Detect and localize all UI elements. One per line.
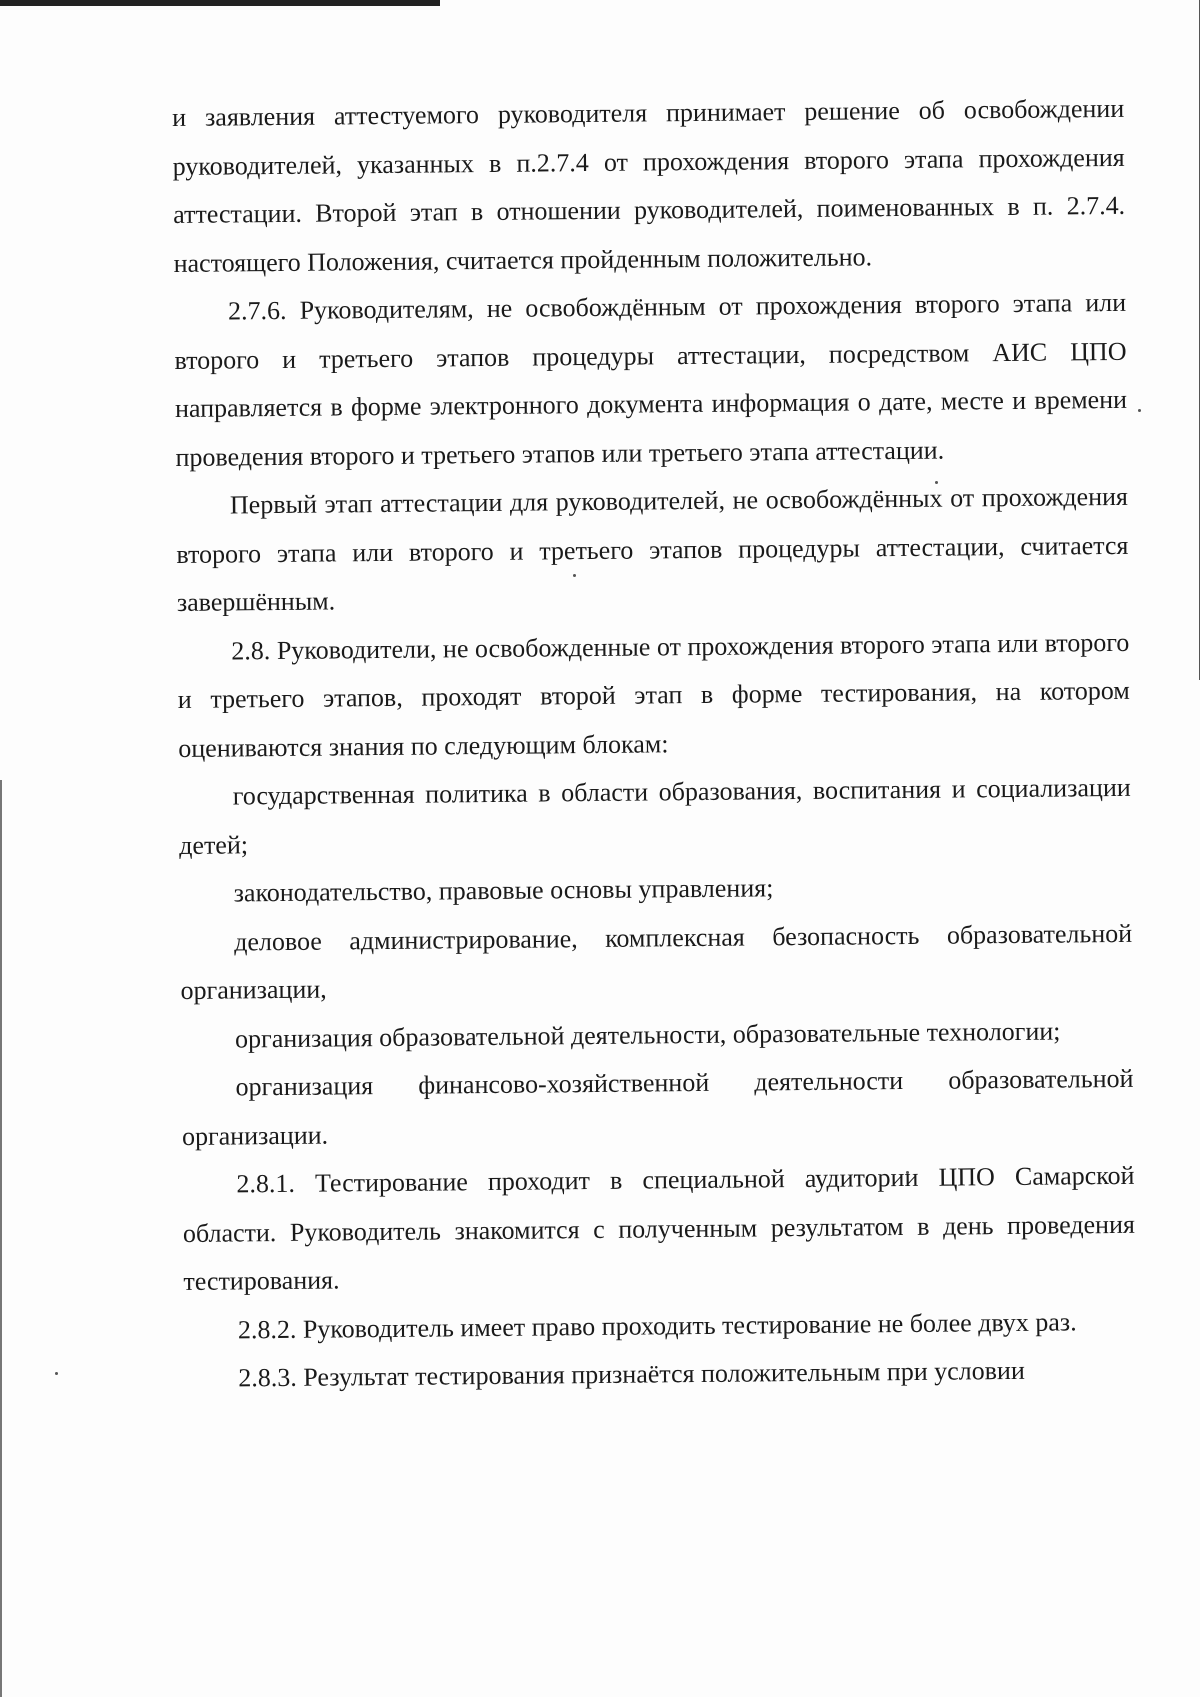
list-item-financial-activity: организация финансово-хозяйственной деятельности образовательной организации. (181, 1063, 1134, 1151)
document-body (172, 85, 1137, 1404)
paragraph-2-8-2: 2.8.2. Руководитель имеет право проходить тестирование не более двух раз. (237, 1306, 1077, 1344)
list-item-administration: деловое администрирование, комплексная безопасность образовательной организации, (180, 918, 1133, 1005)
scan-edge-top (0, 0, 440, 6)
list-item-legislation: законодательство, правовые основы управления; (233, 873, 774, 908)
scan-speck (1138, 409, 1141, 412)
paragraph-2-8: 2.8. Руководители, не освобожденные от прохождения второго этапа или второго и третьего этапов, проходят второй этап в форме тестирования, на котором оцениваются знания по следующим блокам: (177, 627, 1130, 763)
scan-speck (55, 1372, 58, 1375)
list-item-educational-activity: организация образовательной деятельности, образовательные технологии; (234, 1016, 1061, 1053)
scan-edge-left (0, 780, 2, 1697)
paragraph-continuation: и заявления аттестуемого руководителя принимает решение об освобождении руководителей, указанных в п.2.7.4 от прохождения второго этапа прохождения аттестации. Второй этап в отношении руководителей, поименованных в п. 2.7.4. настоящего Положения, считается пройденным положительно. (172, 93, 1126, 278)
paragraph-first-stage: Первый этап аттестации для руководителей, не освобождённых от прохождения второго этапа или второго и третьего этапов процедуры аттестации, считается завершённым. (176, 481, 1129, 617)
paragraph-2-7-6: 2.7.6. Руководителям, не освобождённым от прохождения второго этапа или второго и третьего этапов процедуры аттестации, посредством АИС ЦПО направляется в форме электронного документа информация о дате, месте и времени проведения второго и третьего этапов или третьего этапа аттестации. (174, 287, 1128, 472)
paragraph-2-8-3: 2.8.3. Результат тестирования признаётся положительным при условии (238, 1355, 1025, 1393)
list-item-state-policy: государственная политика в области образования, воспитания и социализации детей; (179, 772, 1131, 860)
paragraph-2-8-1: 2.8.1. Тестирование проходит в специальной аудитории ЦПО Самарской области. Руководитель знакомится с полученным результатом в день проведения тестирования. (182, 1160, 1136, 1296)
